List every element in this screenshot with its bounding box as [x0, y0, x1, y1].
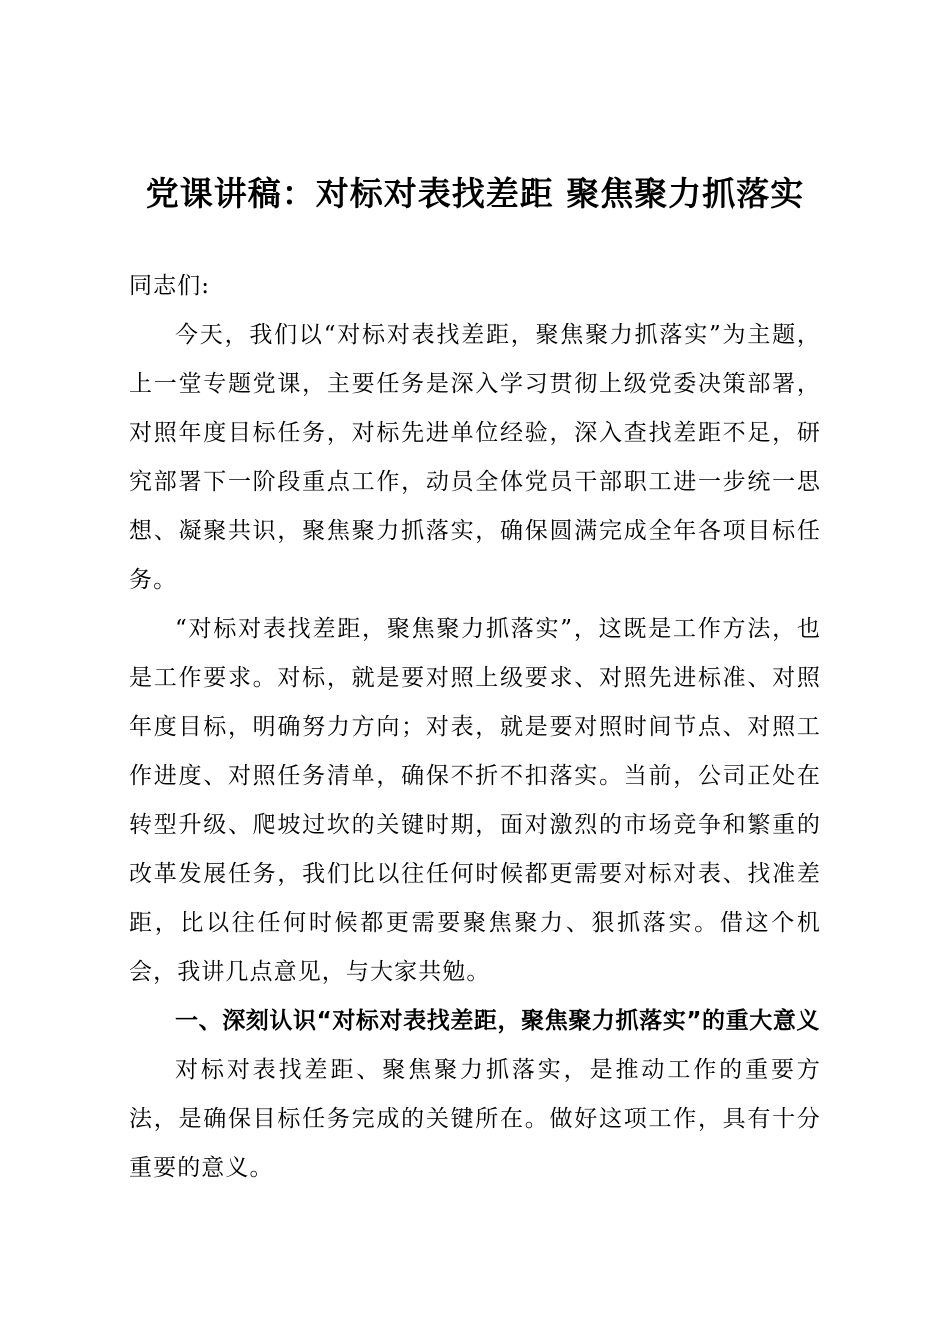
document-title: 党课讲稿：对标对表找差距 聚焦聚力抓落实: [145, 174, 805, 213]
section-paragraph: 对标对表找差距、聚焦聚力抓落实，是推动工作的重要方法，是确保目标任务完成的关键所在。做好这项工作，具有十分重要的意义。: [129, 1057, 821, 1181]
paragraph-context: “对标对表找差距，聚焦聚力抓落实”，这既是工作方法，也是工作要求。对标，就是要对照上级要求、对照先进标准、对照年度目标，明确努力方向；对表，就是要对照时间节点、对照工作进度、对照任务清单，确保不折不扣落实。当前，公司正处在转型升级、爬坡过坎的关键时期，面对激烈的市场竞争和繁重的改革发展任务，我们比以往任何时候都更需要对标对表、找准差距，比以往任何时候都更需要聚焦聚力、狠抓落实。借这个机会，我讲几点意见，与大家共勉。: [129, 616, 821, 985]
section-heading: 一、深刻认识“对标对表找差距，聚焦聚力抓落实”的重大意义: [175, 1008, 821, 1034]
paragraph-intro: 今天，我们以“对标对表找差距，聚焦聚力抓落实”为主题，上一堂专题党课，主要任务是深入学习贯彻上级党委决策部署，对照年度目标任务，对标先进单位经验，深入查找差距不足，研究部署下一阶段重点工作，动员全体党员干部职工进一步统一思想、凝聚共识，聚焦聚力抓落实，确保圆满完成全年各项目标任务。: [129, 322, 821, 593]
salutation: 同志们:: [129, 273, 211, 299]
document-body: [129, 262, 821, 1193]
